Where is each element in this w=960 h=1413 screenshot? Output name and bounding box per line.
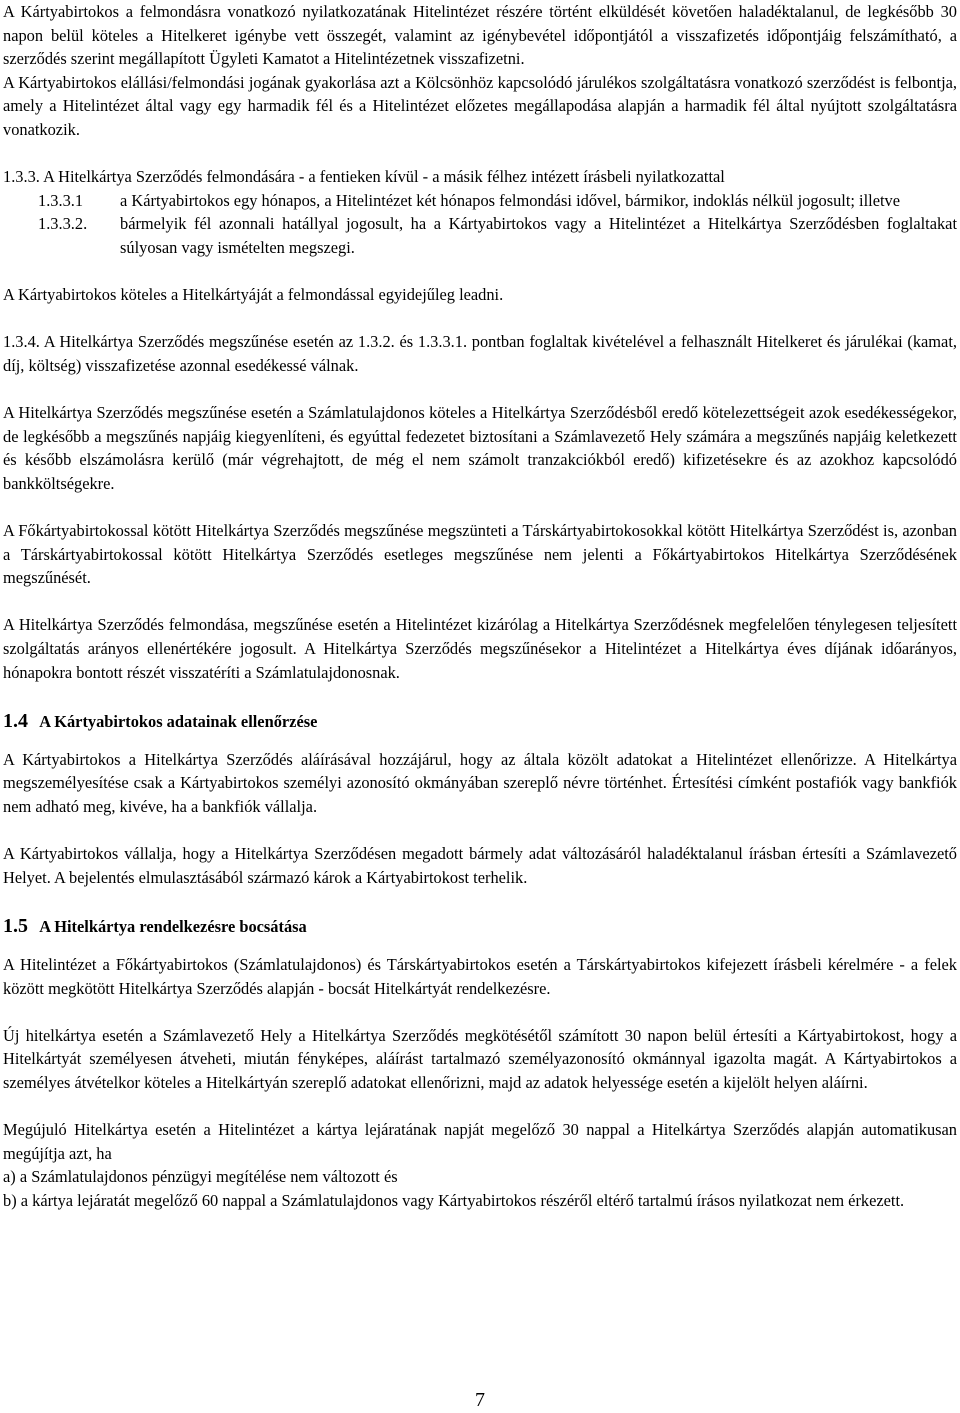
heading-title: A Kártyabirtokos adatainak ellenőrzése [39, 712, 318, 732]
document-page [3, 0, 957, 1213]
paragraph: A Főkártyabirtokossal kötött Hitelkártya Szerződés megszűnése megszünteti a Társkártyabirtokosokkal kötött Hitelkártya Szerződést is, azonban a Társkártyabirtokossal kötött Hitelkártya Szerződés esetleges megszűnése nem jelenti a Főkártyabirtokos Hitelkártya Szerződésének megszűnését. [3, 521, 957, 588]
section-1-3-3: 1.3.3. A Hitelkártya Szerződés felmondására - a fentieken kívül - a másik félhez intézett írásbeli nyilatkozattal [3, 167, 725, 187]
paragraph: A Kártyabirtokos vállalja, hogy a Hitelkártya Szerződésen megadott bármely adat változásáról haladéktalanul írásban értesíti a Számlavezető Helyet. A bejelentés elmulasztásából származó károk a Kártyabirtokost terhelik. [3, 844, 957, 887]
paragraph: A Kártyabirtokos köteles a Hitelkártyáját a felmondással egyidejűleg leadni. [3, 285, 504, 305]
heading-number: 1.5 [3, 915, 28, 938]
page-number: 7 [475, 1389, 485, 1411]
subsection-1-3-3-1 [3, 189, 957, 213]
paragraph: Megújuló Hitelkártya esetén a Hitelintézet a kártya lejáratának napját megelőző 30 nappal a Hitelkártya Szerződés alapján automatikusan megújítja azt, ha [3, 1120, 957, 1163]
subsection-text: bármelyik fél azonnali hatállyal jogosult, ha a Kártyabirtokos vagy a Hitelintézet a Hitelkártya Szerződésben foglaltakat súlyosan vagy ismételten megszegi. [120, 214, 957, 257]
list-item: b) a kártya lejáratát megelőző 60 nappal a Számlatulajdonos vagy Kártyabirtokos részéről eltérő tartalmú írásos nyilatkozat nem érkezett. [3, 1190, 905, 1210]
list-item: a) a Számlatulajdonos pénzügyi megítélése nem változott és [3, 1167, 398, 1187]
paragraph: A Hitelkártya Szerződés megszűnése esetén a Számlatulajdonos köteles a Hitelkártya Szerződésből eredő kötelezettségeit azok esedékességekor, de legkésőbb a megszűnés napjáig kiegyenlíteni, és egyúttal fedezetet biztosítani a Számlavezető Hely számára a megszűnés napjáig keletkezett és később elszámolásra kerülő (már végrehajtott, de még el nem számolt tranzakciókból eredő) kifizetésekre és az azokhoz kapcsolódó bankköltségekre. [3, 403, 957, 493]
section-heading-1-5 [3, 915, 957, 939]
heading-number: 1.4 [3, 710, 28, 733]
paragraph: Új hitelkártya esetén a Számlavezető Hely a Hitelkártya Szerződés megkötésétől számított 30 napon belül értesíti a Kártyabirtokost, hogy a Hitelkártyát személyesen átveheti, miután fényképes, aláírást tartalmazó személyazonosító okmánnyal igazolta magát. A Kártyabirtokos a személyes átvételkor köteles a Hitelkártyán szereplő adatokat ellenőrizni, majd az adatok helyessége esetén a kijelölt helyen aláírni. [3, 1025, 957, 1092]
paragraph: A Kártyabirtokos a Hitelkártya Szerződés aláírásával hozzájárul, hogy az általa közölt adatokat a Hitelintézet ellenőrizze. A Hitelkártya megszemélyesítése csak a Kártyabirtokos személyi azonosító okmányában szereplő névre történhet. Értesítési címként postafiók vagy bankfiók nem adható meg, kivéve, ha a bankfiók vállalja. [3, 749, 957, 816]
subsection-number: 1.3.3.1 [38, 190, 84, 210]
section-heading-1-4 [3, 710, 957, 734]
subsection-number: 1.3.3.2. [38, 214, 88, 234]
paragraph: A Hitelintézet a Főkártyabirtokos (Számlatulajdonos) és Társkártyabirtokos esetén a Társkártyabirtokos kifejezett írásbeli kérelmére - a felek között megkötött Hitelkártya Szerződés alapján - bocsát Hitelkártyát rendelkezésre. [3, 954, 957, 998]
paragraph: A Kártyabirtokos a felmondásra vonatkozó nyilatkozatának Hitelintézet részére történt elküldését követően haladéktalanul, de legkésőbb 30 napon belül köteles a Hitelkeret igénybe vett összegét, valamint az igénybevétel időpontjától a visszafizetés időpontjáig felszámítható, a szerződés szerint megállapított Ügyleti Kamatot a Hitelintézetnek visszafizetni. [3, 2, 957, 69]
section-1-3-4: 1.3.4. A Hitelkártya Szerződés megszűnése esetén az 1.3.2. és 1.3.3.1. pontban foglaltak kivételével a felhasznált Hitelkeret és járulékai (kamat, díj, költség) visszafizetése azonnal esedékessé válnak. [3, 332, 957, 375]
subsection-1-3-3-2 [3, 212, 957, 259]
subsection-text: a Kártyabirtokos egy hónapos, a Hitelintézet két hónapos felmondási idővel, bármikor, indoklás nélkül jogosult; illetve [120, 190, 901, 210]
heading-title: A Hitelkártya rendelkezésre bocsátása [39, 917, 307, 937]
paragraph: A Kártyabirtokos elállási/felmondási jogának gyakorlása azt a Kölcsönhöz kapcsolódó járulékos szolgáltatásra vonatkozó szerződést is felbontja, amely a Hitelintézet által vagy egy harmadik fél és a Hitelintézet előzetes megállapodása alapján a harmadik fél által nyújtott szolgáltatásra vonatkozik. [3, 72, 957, 139]
paragraph: A Hitelkártya Szerződés felmondása, megszűnése esetén a Hitelintézet kizárólag a Hitelkártya Szerződésnek megfelelően ténylegesen teljesített szolgáltatás arányos ellenértékére jogosult. A Hitelkártya Szerződés megszűnésekor a Hitelintézet a Hitelkártya éves díjának időarányos, hónapokra bontott részét visszatéríti a Számlatulajdonosnak. [3, 615, 957, 682]
